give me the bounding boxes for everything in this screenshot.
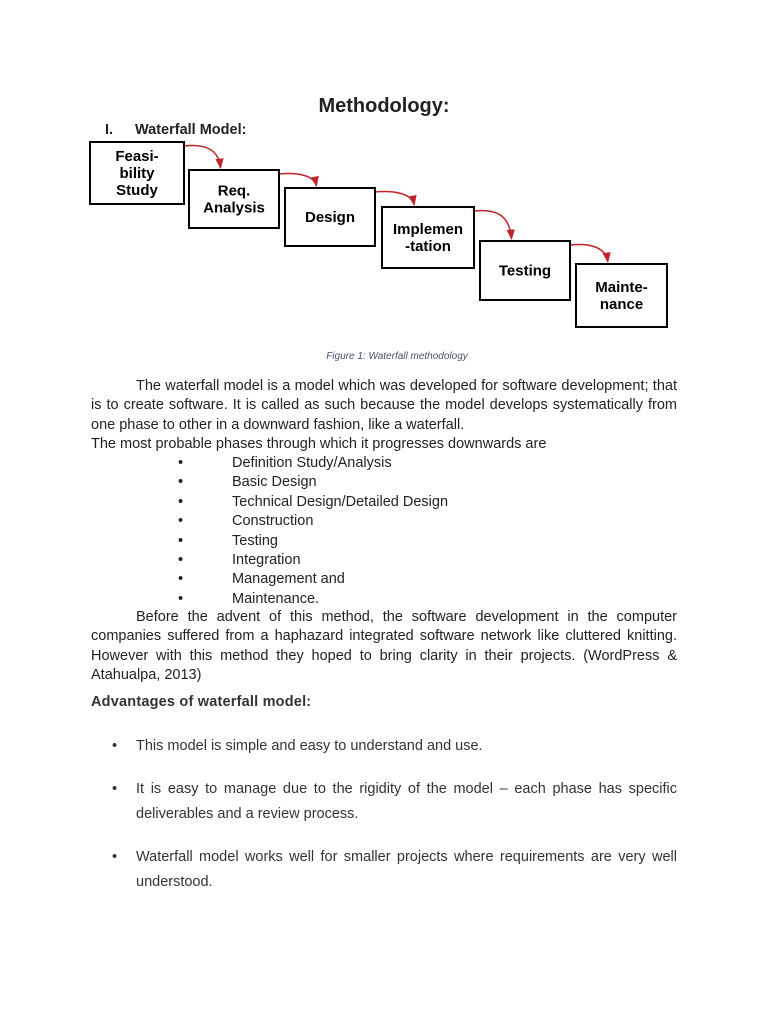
figure-caption: Figure 1: Waterfall methodology [326,351,468,362]
phases-intro: The most probable phases through which it progresses downwards are [91,436,547,452]
phase-box [382,207,474,268]
phase-box [90,142,184,204]
section-number: I. [105,122,114,138]
list-item [178,551,448,570]
phase-list [178,454,448,609]
list-item [178,570,448,589]
list-item-text: Testing [232,532,278,549]
bullet: • [178,552,184,569]
list-item-text: Integration [232,552,301,569]
list-item-text: Definition Study/Analysis [232,455,392,471]
intro-paragraph: The waterfall model is a model which was developed for software development; that is to create software. It is called as such because the model develops systematically from one phase to other in a downward fashion, like a waterfall. [91,378,677,433]
phase-box [285,188,375,246]
flow-arrow [375,192,414,205]
flow-arrow [474,211,512,239]
list-item [178,493,448,512]
flow-arrow [184,146,221,168]
list-item [178,590,448,609]
bullet: • [178,571,184,588]
bullet: • [112,738,118,754]
list-item [178,473,448,492]
phase-label: nance [599,296,644,313]
advent-paragraph: Before the advent of this method, the software development in the computer companies suffered from a haphazard integrated software network like cluttered knitting. However with this method they hoped to bring clarity in their projects. (WordPress & Atahualpa, 2013) [91,609,677,684]
advantages-heading: Advantages of waterfall model: [91,694,312,710]
phase-label: Mainte- [595,279,648,296]
list-item-text: Management and [232,571,345,588]
phase-label: bility [119,165,155,182]
phase-label: Req. [217,182,251,200]
list-item-text: Maintenance. [232,590,320,607]
list-item-text: Waterfall model works well for smaller projects where requirements are very well understood. [136,848,677,890]
list-item-text: It is easy to manage due to the rigidity of the model – each phase has specific deliverables and a review process. [136,780,677,822]
phase-label: Implemen [392,221,464,238]
bullet: • [178,493,184,510]
bullet: • [178,455,184,471]
list-item [112,777,677,828]
list-item-text: This model is simple and easy to understand and use. [136,738,483,754]
list-item [112,845,677,896]
phase-label: Analysis [203,199,265,217]
advantages-list [112,734,677,896]
waterfall-diagram [0,0,768,340]
phase-box [480,241,570,300]
page-title: Methodology: [318,95,450,117]
list-item [178,512,448,531]
phase-label: Testing [498,262,552,280]
list-item [178,454,448,473]
list-item [178,532,448,551]
bullet: • [178,590,184,607]
bullet: • [178,532,184,549]
flow-arrow [570,245,608,262]
list-item [112,734,677,760]
phase-box [189,170,279,228]
phase-label: Feasi- [115,148,159,165]
phase-box [576,264,667,327]
phase-label: Design [304,209,356,226]
list-item-text: Construction [232,513,314,530]
bullet: • [178,513,184,530]
list-item-text: Technical Design/Detailed Design [232,493,449,510]
phase-label: Study [116,182,158,199]
section-heading-text: Waterfall Model: [135,122,247,138]
flow-arrow [279,174,317,187]
list-item-text: Basic Design [232,474,317,491]
bullet: • [178,474,184,491]
bullet: • [112,848,118,865]
bullet: • [112,780,118,797]
phase-label: -tation [405,238,451,255]
